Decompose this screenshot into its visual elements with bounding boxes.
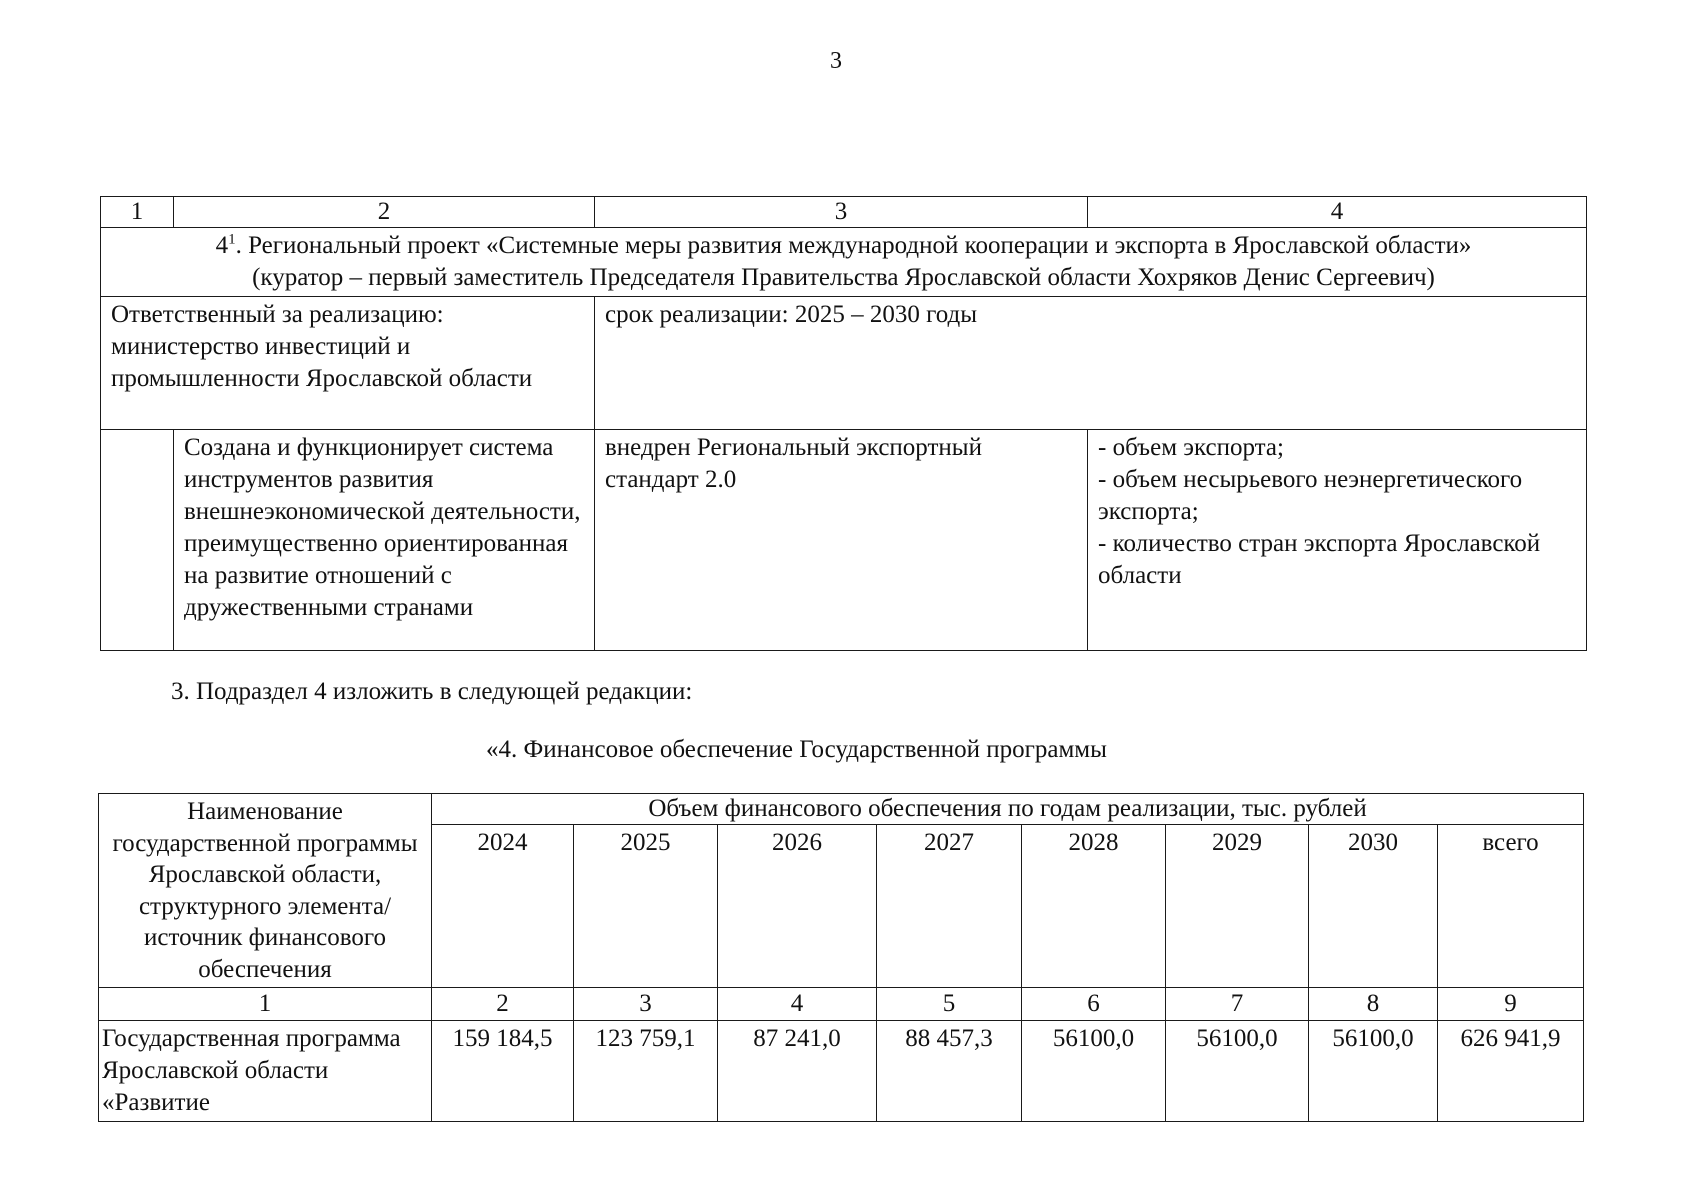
amendment-note: 3. Подраздел 4 изложить в следующей редакции: [171,678,693,705]
project-curator: (куратор – первый заместитель Председателя Правительства Ярославской области Хохряков Денис Сергеевич) [252,264,1435,291]
table-header-row [101,197,1587,228]
result-effect-cell: внедрен Региональный экспортный стандарт 2.0 [595,430,1088,651]
result-task-cell: Создана и функционирует система инструментов развития внешнеэкономической деятельности, преимущественно ориентированная на развитие отношений с дружественными странами [174,430,595,651]
result-indicators-cell [1088,430,1587,651]
year-cell: 2029 [1166,825,1309,988]
name-header-cell: Наименование государственной программы Ярославской области, структурного элемента/ источник финансового обеспечения [99,794,432,988]
project-table [100,196,1587,651]
column-number: 2 [432,988,574,1021]
term-cell: срок реализации: 2025 – 2030 годы [595,297,1587,430]
value-cell: 56100,0 [1166,1021,1309,1122]
total-value-cell: 626 941,9 [1438,1021,1584,1122]
responsible-row [101,297,1587,430]
page-number: 3 [830,48,842,74]
project-title: . Региональный проект «Системные меры развития международной кооперации и экспорта в Ярославской области» [235,232,1472,259]
column-numbers-row [99,988,1584,1021]
project-number: 4 [215,232,229,259]
value-cell: 159 184,5 [432,1021,574,1122]
indicator-item: - количество стран экспорта Ярославской области [1098,530,1541,589]
year-cell: 2030 [1309,825,1438,988]
result-row [101,430,1587,651]
project-row [101,228,1587,297]
result-number-cell [101,430,174,651]
year-cell: 2028 [1022,825,1166,988]
responsible-cell: Ответственный за реализацию: министерство инвестиций и промышленности Ярославской области [101,297,595,430]
volume-header-row [99,794,1584,825]
column-number: 4 [1088,197,1587,228]
column-number: 2 [174,197,595,228]
volume-header-cell: Объем финансового обеспечения по годам реализации, тыс. рублей [432,794,1584,825]
column-number: 3 [595,197,1088,228]
project-number-superscript: 1 [228,231,236,248]
value-cell: 88 457,3 [877,1021,1022,1122]
year-cell: 2024 [432,825,574,988]
value-cell: 56100,0 [1022,1021,1166,1122]
column-number: 7 [1166,988,1309,1021]
column-number: 1 [99,988,432,1021]
indicator-item: - объем экспорта; [1098,434,1284,461]
column-number: 3 [574,988,718,1021]
value-cell: 56100,0 [1309,1021,1438,1122]
column-number: 4 [718,988,877,1021]
project-cell [101,228,1587,297]
section-title: «4. Финансовое обеспечение Государственной программы [486,736,1107,763]
indicator-item: - объем несырьевого неэнергетического экспорта; [1098,466,1523,525]
column-number: 5 [877,988,1022,1021]
value-cell: 123 759,1 [574,1021,718,1122]
column-number: 9 [1438,988,1584,1021]
financing-table [98,793,1584,1122]
year-cell: 2027 [877,825,1022,988]
value-cell: 87 241,0 [718,1021,877,1122]
total-header-cell: всего [1438,825,1584,988]
year-cell: 2025 [574,825,718,988]
table-row [99,1021,1584,1122]
column-number: 1 [101,197,174,228]
year-cell: 2026 [718,825,877,988]
column-number: 6 [1022,988,1166,1021]
program-name-cell: Государственная программа Ярославской области «Развитие [99,1021,432,1122]
column-number: 8 [1309,988,1438,1021]
